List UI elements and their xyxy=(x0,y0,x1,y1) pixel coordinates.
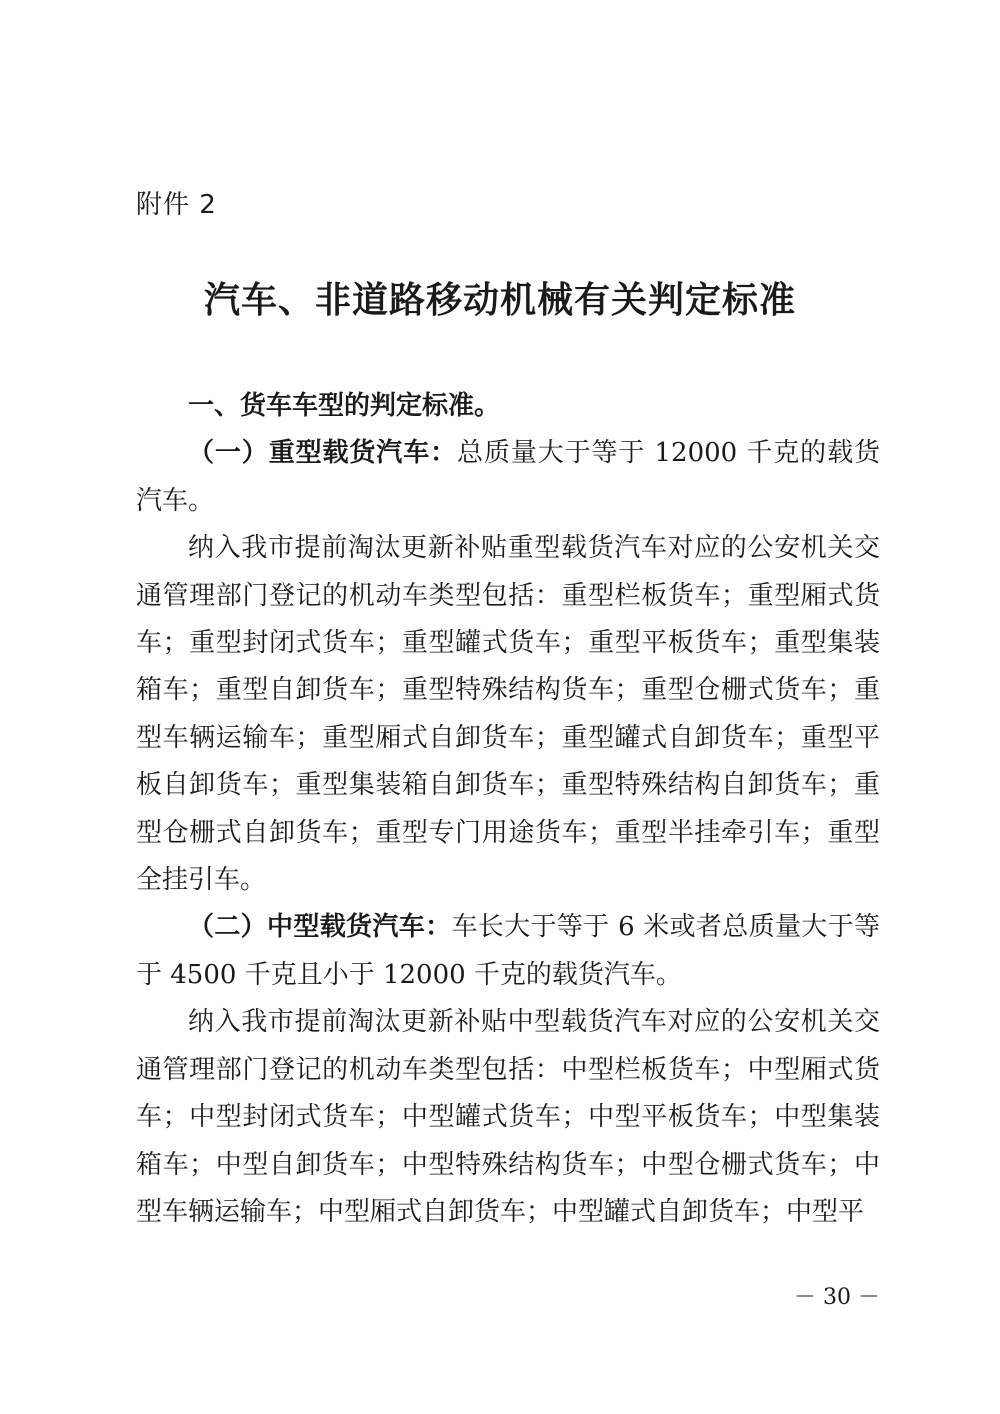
item-medium-truck-label: （二）中型载货汽车： xyxy=(188,912,452,943)
document-title: 汽车、非道路移动机械有关判定标准 xyxy=(203,280,796,321)
item-medium-truck-definition xyxy=(136,904,880,999)
page-number: － 30 － xyxy=(794,1285,880,1310)
item-heavy-truck-definition xyxy=(136,430,880,525)
section-heading: 一、货车车型的判定标准。 xyxy=(188,391,501,421)
item-heavy-truck-label: （一）重型载货汽车： xyxy=(188,438,458,469)
attachment-label: 附件 2 xyxy=(136,190,217,220)
heavy-truck-types-paragraph: 纳入我市提前淘汰更新补贴重型载货汽车对应的公安机关交通管理部门登记的机动车类型包括：重型栏板货车；重型厢式货车；重型封闭式货车；重型罐式货车；重型平板货车；重型集装箱车；重型自卸货车；重型特殊结构货车；重型仓栅式货车；重型车辆运输车；重型厢式自卸货车；重型罐式自卸货车；重型平板自卸货车；重型集装箱自卸货车；重型特殊结构自卸货车；重型仓栅式自卸货车；重型专门用途货车；重型半挂牵引车；重型全挂引车。 xyxy=(136,533,880,896)
item-medium-truck-text: 车长大于等于 6 米或者总质量大于等于 4500 千克且小于 12000 千克的载货汽车。 xyxy=(136,912,880,990)
item-heavy-truck-text: 总质量大于等于 12000 千克的载货汽车。 xyxy=(136,438,880,516)
document-body xyxy=(136,383,880,1236)
medium-truck-types-paragraph: 纳入我市提前淘汰更新补贴中型载货汽车对应的公安机关交通管理部门登记的机动车类型包括：中型栏板货车；中型厢式货车；中型封闭式货车；中型罐式货车；中型平板货车；中型集装箱车；中型自卸货车；中型特殊结构货车；中型仓栅式货车；中型车辆运输车；中型厢式自卸货车；中型罐式自卸货车；中型平 xyxy=(136,1007,880,1227)
